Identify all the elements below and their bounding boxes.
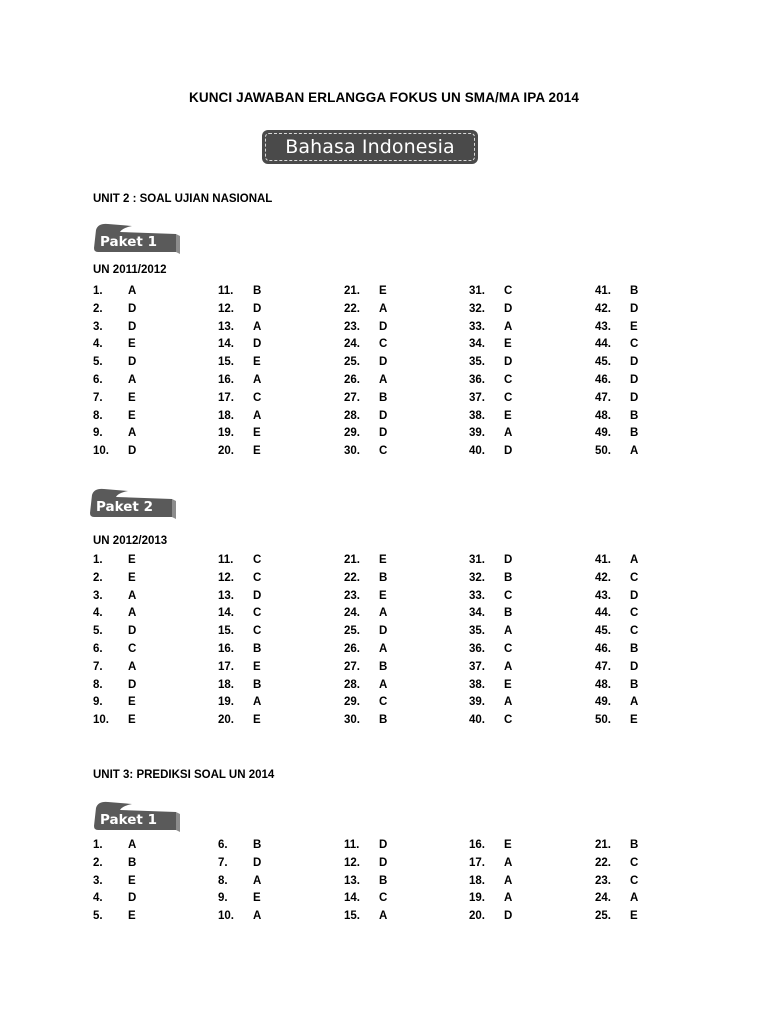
unit3-heading: UNIT 3: PREDIKSI SOAL UN 2014	[93, 769, 275, 781]
question-number: 2.	[93, 302, 103, 315]
question-number: 16.	[218, 374, 234, 386]
question-number: 43.	[595, 589, 611, 602]
answer-letter: D	[253, 338, 262, 351]
question-number: 2.	[93, 571, 103, 584]
answer-letter: A	[504, 856, 513, 869]
question-number: 24.	[595, 892, 611, 905]
answer-letter: B	[253, 643, 262, 655]
question-number: 25.	[595, 910, 611, 923]
answer-letter: A	[504, 892, 513, 905]
question-number: 17.	[469, 856, 485, 869]
answer-letter: E	[253, 445, 261, 458]
question-number: 36.	[469, 374, 485, 386]
answer-letter: E	[128, 874, 136, 887]
question-number: 18.	[218, 409, 234, 422]
answer-letter: A	[128, 285, 137, 297]
answer-letter: B	[253, 678, 262, 691]
answer-letter: A	[630, 696, 639, 709]
answer-letter: C	[253, 571, 262, 584]
question-number: 33.	[469, 589, 485, 602]
answer-letter: A	[128, 589, 137, 602]
answer-letter: A	[128, 427, 137, 440]
answer-row	[93, 661, 653, 679]
question-number: 26.	[344, 374, 360, 386]
paket-label: Paket 2	[96, 499, 153, 515]
answer-letter: D	[630, 356, 639, 369]
question-number: 42.	[595, 302, 611, 315]
question-number: 13.	[218, 589, 234, 602]
answer-letter: E	[504, 839, 512, 851]
answer-letter: D	[253, 302, 262, 315]
paket-tab	[92, 222, 184, 256]
question-number: 4.	[93, 607, 103, 620]
question-number: 38.	[469, 409, 485, 422]
question-number: 34.	[469, 607, 485, 620]
answer-letter: D	[504, 445, 513, 458]
question-number: 44.	[595, 607, 611, 620]
paket-label: Paket 1	[100, 812, 157, 828]
answer-letter: C	[630, 571, 639, 584]
answer-letter: C	[379, 696, 388, 709]
unit2-heading: UNIT 2 : SOAL UJIAN NASIONAL	[93, 193, 273, 205]
answer-letter: C	[504, 391, 513, 404]
answer-letter: C	[504, 714, 513, 727]
answer-letter: C	[504, 589, 513, 602]
answer-letter: A	[253, 874, 262, 887]
answer-letter: A	[379, 643, 388, 655]
answer-letter: E	[630, 320, 638, 333]
question-number: 9.	[93, 427, 103, 440]
question-number: 37.	[469, 391, 485, 404]
answer-letter: E	[253, 714, 261, 727]
answer-letter: B	[253, 839, 262, 851]
question-number: 49.	[595, 427, 611, 440]
question-number: 9.	[218, 892, 228, 905]
answer-letter: A	[630, 554, 639, 566]
answer-letter: E	[253, 660, 261, 673]
question-number: 46.	[595, 374, 611, 386]
question-number: 36.	[469, 643, 485, 655]
answer-letter: E	[379, 589, 387, 602]
answer-letter: A	[253, 696, 262, 709]
answer-letter: A	[128, 374, 137, 386]
answer-row	[93, 338, 653, 356]
question-number: 24.	[344, 607, 360, 620]
answer-letter: A	[630, 445, 639, 458]
answer-letter: D	[128, 625, 137, 638]
question-number: 32.	[469, 302, 485, 315]
question-number: 31.	[469, 554, 485, 566]
answer-letter: E	[128, 391, 136, 404]
question-number: 49.	[595, 696, 611, 709]
question-number: 25.	[344, 625, 360, 638]
answer-letter: B	[379, 571, 388, 584]
answer-letter: B	[379, 714, 388, 727]
question-number: 29.	[344, 696, 360, 709]
question-number: 21.	[344, 285, 360, 297]
question-number: 25.	[344, 356, 360, 369]
question-number: 17.	[218, 391, 234, 404]
question-number: 4.	[93, 892, 103, 905]
answer-letter: E	[128, 714, 136, 727]
question-number: 46.	[595, 643, 611, 655]
question-number: 27.	[344, 660, 360, 673]
answer-letter: C	[504, 285, 513, 297]
question-number: 14.	[218, 607, 234, 620]
question-number: 34.	[469, 338, 485, 351]
answer-row	[93, 590, 653, 608]
answer-letter: B	[630, 409, 639, 422]
answer-letter: C	[253, 391, 262, 404]
answer-row	[93, 554, 653, 572]
question-number: 43.	[595, 320, 611, 333]
answer-letter: D	[379, 356, 388, 369]
answer-letter: B	[504, 607, 513, 620]
question-number: 48.	[595, 678, 611, 691]
question-number: 7.	[218, 856, 228, 869]
question-number: 30.	[344, 714, 360, 727]
question-number: 18.	[469, 874, 485, 887]
answer-letter: A	[253, 409, 262, 422]
answer-letter: E	[379, 554, 387, 566]
answer-letter: C	[128, 643, 137, 655]
answer-letter: A	[128, 660, 137, 673]
answer-letter: E	[128, 409, 136, 422]
answer-letter: D	[504, 356, 513, 369]
question-number: 28.	[344, 678, 360, 691]
question-number: 35.	[469, 625, 485, 638]
answer-letter: D	[504, 302, 513, 315]
answer-letter: C	[630, 856, 639, 869]
question-number: 3.	[93, 320, 103, 333]
answer-letter: E	[128, 554, 136, 566]
question-number: 33.	[469, 320, 485, 333]
question-number: 11.	[218, 285, 234, 297]
question-number: 14.	[218, 338, 234, 351]
answer-letter: B	[630, 678, 639, 691]
question-number: 9.	[93, 696, 103, 709]
answer-letter: C	[630, 625, 639, 638]
answer-letter: C	[379, 338, 388, 351]
year-heading: UN 2012/2013	[93, 535, 168, 547]
question-number: 45.	[595, 625, 611, 638]
question-number: 7.	[93, 660, 103, 673]
question-number: 14.	[344, 892, 360, 905]
answer-row	[93, 303, 653, 321]
answer-letter: D	[379, 625, 388, 638]
year-heading: UN 2011/2012	[93, 264, 167, 276]
question-number: 15.	[344, 910, 360, 923]
question-number: 8.	[93, 409, 103, 422]
answer-letter: A	[379, 910, 388, 923]
question-number: 6.	[218, 839, 228, 851]
question-number: 4.	[93, 338, 103, 351]
question-number: 1.	[93, 285, 103, 297]
answer-letter: A	[253, 374, 262, 386]
answer-letter: D	[630, 660, 639, 673]
question-number: 29.	[344, 427, 360, 440]
question-number: 38.	[469, 678, 485, 691]
answer-letter: D	[379, 320, 388, 333]
answer-letter: A	[630, 892, 639, 905]
answer-row	[93, 356, 653, 374]
question-number: 40.	[469, 714, 485, 727]
question-number: 42.	[595, 571, 611, 584]
answer-letter: E	[630, 910, 638, 923]
answer-letter: A	[504, 660, 513, 673]
answer-letter: A	[504, 427, 513, 440]
question-number: 40.	[469, 445, 485, 458]
answer-letter: E	[128, 696, 136, 709]
question-number: 37.	[469, 660, 485, 673]
answer-letter: D	[128, 320, 137, 333]
answer-letter: D	[379, 427, 388, 440]
answer-letter: B	[630, 839, 639, 851]
question-number: 16.	[469, 839, 485, 851]
question-number: 21.	[595, 839, 611, 851]
answer-letter: B	[379, 660, 388, 673]
question-number: 22.	[595, 856, 611, 869]
answer-letter: A	[379, 678, 388, 691]
answer-letter: E	[253, 427, 261, 440]
page-title: KUNCI JAWABAN ERLANGGA FOKUS UN SMA/MA IPA 2014	[189, 90, 579, 105]
answer-letter: A	[253, 910, 262, 923]
question-number: 6.	[93, 374, 103, 386]
answer-row	[93, 374, 653, 392]
answer-letter: E	[128, 571, 136, 584]
answer-letter: D	[128, 678, 137, 691]
answer-letter: B	[253, 285, 262, 297]
answer-letter: E	[128, 338, 136, 351]
answer-letter: B	[630, 285, 639, 297]
answer-row	[93, 572, 653, 590]
question-number: 15.	[218, 356, 234, 369]
answer-letter: A	[379, 607, 388, 620]
answer-row	[93, 285, 653, 303]
question-number: 8.	[218, 874, 228, 887]
question-number: 11.	[218, 554, 234, 566]
answer-row	[93, 607, 653, 625]
question-number: 1.	[93, 839, 103, 851]
paket-tab	[92, 800, 184, 834]
answer-row	[93, 910, 653, 928]
answer-letter: B	[630, 643, 639, 655]
question-number: 24.	[344, 338, 360, 351]
question-number: 13.	[344, 874, 360, 887]
question-number: 45.	[595, 356, 611, 369]
question-number: 32.	[469, 571, 485, 584]
answer-row	[93, 892, 653, 910]
answer-letter: C	[630, 874, 639, 887]
answer-letter: A	[504, 625, 513, 638]
subject-label: Bahasa Indonesia	[265, 133, 475, 161]
answer-letter: D	[630, 302, 639, 315]
question-number: 20.	[218, 445, 234, 458]
answer-letter: C	[253, 625, 262, 638]
answer-letter: A	[128, 607, 137, 620]
question-number: 30.	[344, 445, 360, 458]
question-number: 35.	[469, 356, 485, 369]
question-number: 22.	[344, 302, 360, 315]
answer-letter: D	[128, 892, 137, 905]
answer-row	[93, 679, 653, 697]
question-number: 6.	[93, 643, 103, 655]
answer-letter: E	[253, 356, 261, 369]
answer-letter: E	[504, 678, 512, 691]
answer-letter: B	[379, 874, 388, 887]
answer-letter: C	[630, 338, 639, 351]
question-number: 19.	[218, 696, 234, 709]
question-number: 39.	[469, 696, 485, 709]
answer-letter: B	[630, 427, 639, 440]
answer-letter: A	[504, 696, 513, 709]
question-number: 23.	[344, 320, 360, 333]
answer-letter: C	[253, 607, 262, 620]
paket-label: Paket 1	[100, 234, 157, 250]
answer-row	[93, 445, 653, 463]
question-number: 5.	[93, 910, 103, 923]
question-number: 20.	[218, 714, 234, 727]
question-number: 44.	[595, 338, 611, 351]
question-number: 12.	[218, 302, 234, 315]
answer-letter: B	[504, 571, 513, 584]
answer-letter: A	[128, 839, 137, 851]
question-number: 47.	[595, 391, 611, 404]
answer-row	[93, 392, 653, 410]
question-number: 3.	[93, 874, 103, 887]
answer-letter: D	[630, 589, 639, 602]
answer-row	[93, 857, 653, 875]
answer-letter: A	[253, 320, 262, 333]
answer-letter: D	[630, 374, 639, 386]
answer-letter: D	[128, 356, 137, 369]
answer-row	[93, 321, 653, 339]
answer-letter: D	[379, 856, 388, 869]
question-number: 41.	[595, 554, 611, 566]
answer-letter: C	[379, 445, 388, 458]
answer-letter: C	[379, 892, 388, 905]
answer-letter: E	[128, 910, 136, 923]
answer-letter: A	[504, 320, 513, 333]
question-number: 5.	[93, 356, 103, 369]
answer-row	[93, 427, 653, 445]
answer-letter: C	[630, 607, 639, 620]
question-number: 12.	[344, 856, 360, 869]
question-number: 39.	[469, 427, 485, 440]
answer-letter: E	[253, 892, 261, 905]
question-number: 18.	[218, 678, 234, 691]
question-number: 8.	[93, 678, 103, 691]
question-number: 15.	[218, 625, 234, 638]
answer-letter: D	[504, 910, 513, 923]
subject-badge	[262, 130, 478, 164]
question-number: 7.	[93, 391, 103, 404]
question-number: 28.	[344, 409, 360, 422]
question-number: 22.	[344, 571, 360, 584]
answer-letter: C	[504, 374, 513, 386]
question-number: 23.	[595, 874, 611, 887]
question-number: 20.	[469, 910, 485, 923]
question-number: 26.	[344, 643, 360, 655]
question-number: 10.	[218, 910, 234, 923]
question-number: 19.	[469, 892, 485, 905]
answer-letter: C	[504, 643, 513, 655]
question-number: 19.	[218, 427, 234, 440]
paket-tab	[88, 487, 180, 521]
question-number: 10.	[93, 445, 109, 458]
answer-letter: D	[630, 391, 639, 404]
answer-row	[93, 410, 653, 428]
answer-letter: E	[504, 338, 512, 351]
question-number: 27.	[344, 391, 360, 404]
question-number: 21.	[344, 554, 360, 566]
question-number: 48.	[595, 409, 611, 422]
answer-letter: D	[379, 409, 388, 422]
answer-row	[93, 696, 653, 714]
question-number: 12.	[218, 571, 234, 584]
answer-letter: E	[630, 714, 638, 727]
question-number: 10.	[93, 714, 109, 727]
answer-row	[93, 714, 653, 732]
answer-letter: B	[379, 391, 388, 404]
answer-row	[93, 625, 653, 643]
answer-letter: C	[253, 554, 262, 566]
question-number: 5.	[93, 625, 103, 638]
answer-letter: D	[379, 839, 388, 851]
answer-letter: D	[128, 445, 137, 458]
question-number: 17.	[218, 660, 234, 673]
question-number: 3.	[93, 589, 103, 602]
answer-letter: D	[253, 856, 262, 869]
question-number: 47.	[595, 660, 611, 673]
answer-row	[93, 839, 653, 857]
question-number: 16.	[218, 643, 234, 655]
answer-letter: E	[504, 409, 512, 422]
question-number: 50.	[595, 714, 611, 727]
question-number: 2.	[93, 856, 103, 869]
question-number: 31.	[469, 285, 485, 297]
question-number: 11.	[344, 839, 360, 851]
answer-letter: A	[504, 874, 513, 887]
answer-letter: A	[379, 302, 388, 315]
question-number: 23.	[344, 589, 360, 602]
answer-row	[93, 875, 653, 893]
answer-row	[93, 643, 653, 661]
answer-letter: D	[128, 302, 137, 315]
question-number: 50.	[595, 445, 611, 458]
answer-letter: D	[504, 554, 513, 566]
answer-letter: B	[128, 856, 137, 869]
answer-letter: E	[379, 285, 387, 297]
question-number: 1.	[93, 554, 103, 566]
question-number: 13.	[218, 320, 234, 333]
answer-letter: D	[253, 589, 262, 602]
answer-letter: A	[379, 374, 388, 386]
question-number: 41.	[595, 285, 611, 297]
